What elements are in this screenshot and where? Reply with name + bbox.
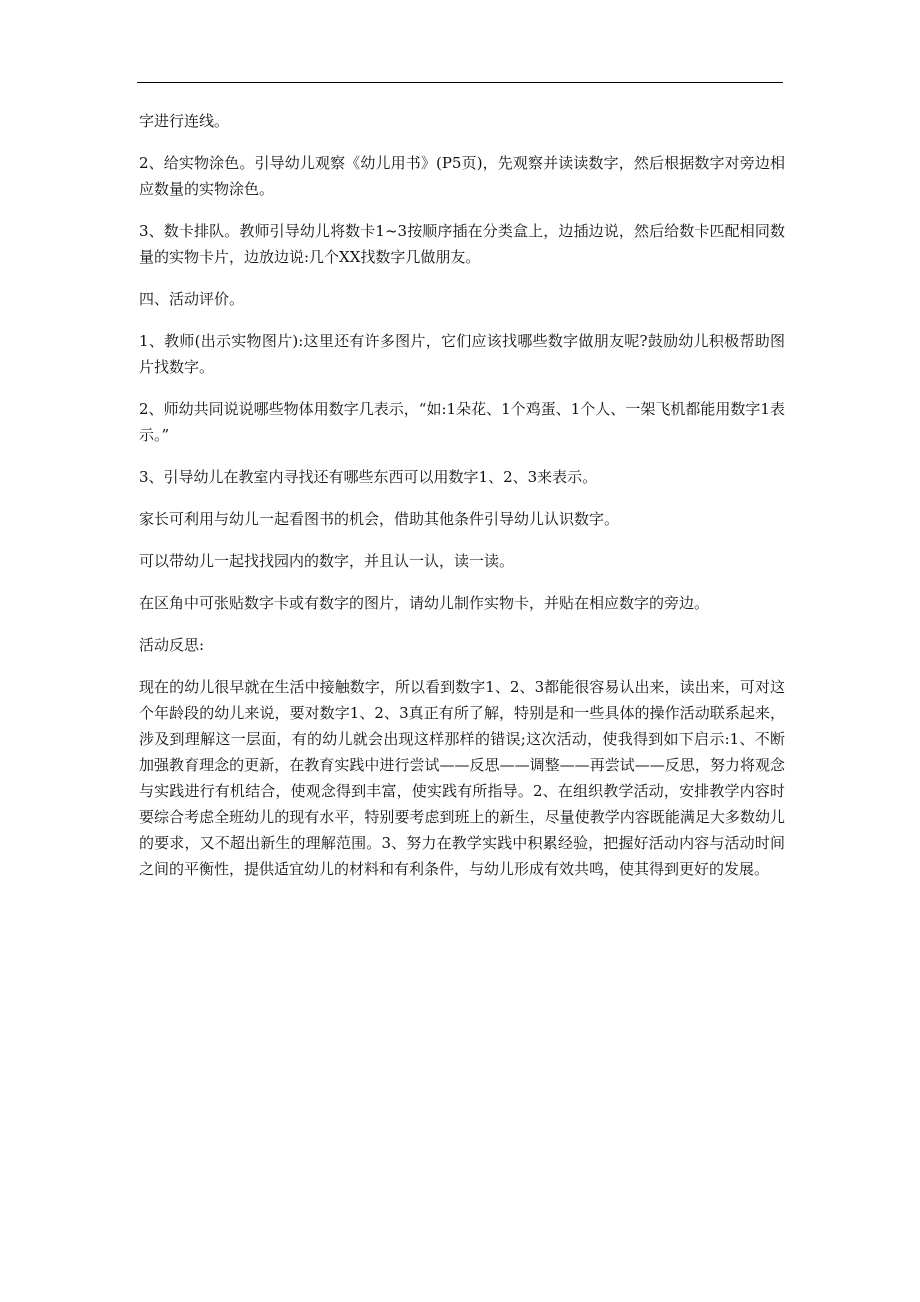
paragraph: 家长可利用与幼儿一起看图书的机会，借助其他条件引导幼儿认识数字。: [139, 510, 620, 528]
paragraph: 字进行连线。: [139, 112, 230, 130]
paragraph: 3、数卡排队。教师引导幼儿将数卡1~3按顺序插在分类盒上，边插边说，然后给数卡匹配相同数量的实物卡片，边放边说:几个XX找数字几做朋友。: [139, 222, 785, 266]
paragraph: 2、给实物涂色。引导幼儿观察《幼儿用书》(P5页)，先观察并读读数字，然后根据数字对旁边相应数量的实物涂色。: [139, 154, 785, 198]
paragraph: 2、师幼共同说说哪些物体用数字几表示，“如:1朵花、1个鸡蛋、1个人、一架飞机都能用数字1表示。”: [139, 400, 785, 444]
document-body: [139, 108, 785, 882]
paragraph: 在区角中可张贴数字卡或有数字的图片，请幼儿制作实物卡，并贴在相应数字的旁边。: [139, 594, 710, 612]
section-heading: 活动反思:: [139, 636, 205, 654]
section-heading: 四、活动评价。: [139, 290, 245, 308]
paragraph: 现在的幼儿很早就在生活中接触数字，所以看到数字1、2、3都能很容易认出来，读出来，可对这个年龄段的幼儿来说，要对数字1、2、3真正有所了解，特别是和一些具体的操作活动联系起来，涉及到理解这一层面，有的幼儿就会出现这样那样的错误;这次活动，使我得到如下启示:1、不断加强教育理念的更新，在教育实践中进行尝试——反思——调整——再尝试——反思，努力将观念与实践进行有机结合，使观念得到丰富，使实践有所指导。2、在组织教学活动，安排教学内容时要综合考虑全班幼儿的现有水平，特别要考虑到班上的新生，尽量使教学内容既能满足大多数幼儿的要求，又不超出新生的理解范围。3、努力在教学实践中积累经验，把握好活动内容与活动时间之间的平衡性，提供适宜幼儿的材料和有利条件，与幼儿形成有效共鸣，使其得到更好的发展。: [139, 678, 785, 878]
header-rule: [137, 82, 783, 83]
paragraph: 可以带幼儿一起找找园内的数字，并且认一认，读一读。: [139, 552, 515, 570]
paragraph: 3、引导幼儿在教室内寻找还有哪些东西可以用数字1、2、3来表示。: [139, 468, 598, 486]
paragraph: 1、教师(出示实物图片):这里还有许多图片，它们应该找哪些数字做朋友呢?鼓励幼儿积极帮助图片找数字。: [139, 332, 785, 376]
